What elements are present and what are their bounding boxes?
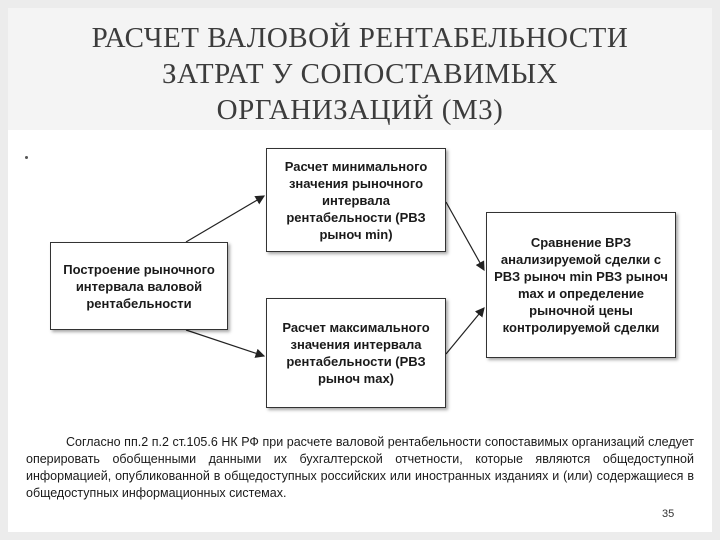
body-paragraph: Согласно пп.2 п.2 ст.105.6 НК РФ при расчете валовой рентабельности сопоставимых организаций следует оперировать обобщенными данными их бухгалтерской отчетности, которые являются общедоступной информацией, опубликованной в общедоступных российских или иностранных изданиях и (или) содержащиеся в общедоступных информационных системах. [26, 435, 694, 500]
box-calc-max-text: Расчет максимального значения интервала рентабельности (РВЗ рыноч max) [282, 320, 430, 386]
bullet-dot [25, 156, 28, 159]
slide-title-line-2: ЗАТРАТ У СОПОСТАВИМЫХ [161, 58, 559, 90]
slide-title-line-3: ОРГАНИЗАЦИЙ (М3) [216, 94, 504, 126]
slide [8, 8, 712, 532]
arrow-build-to-min [186, 196, 264, 242]
box-calc-min [266, 148, 446, 252]
page-number: 35 [662, 508, 675, 520]
arrow-min-to-compare [446, 202, 484, 270]
box-calc-max [266, 298, 446, 408]
box-compare [486, 212, 676, 358]
box-compare-text: Сравнение ВРЗ анализируемой сделки с РВЗ рыноч min РВЗ рыноч max и определение рыночной цены контролируемой сделки [494, 235, 668, 335]
box-build-interval-text: Построение рыночного интервала валовой рентабельности [63, 261, 215, 311]
arrow-max-to-compare [446, 308, 484, 354]
title-band [8, 8, 712, 130]
arrow-build-to-max [186, 330, 264, 356]
box-calc-min-text: Расчет минимального значения рыночного интервала рентабельности (РВЗ рыноч min) [284, 158, 428, 242]
box-build-interval [50, 242, 228, 330]
slide-title-line-1: РАСЧЕТ ВАЛОВОЙ РЕНТАБЕЛЬНОСТИ [91, 22, 629, 54]
